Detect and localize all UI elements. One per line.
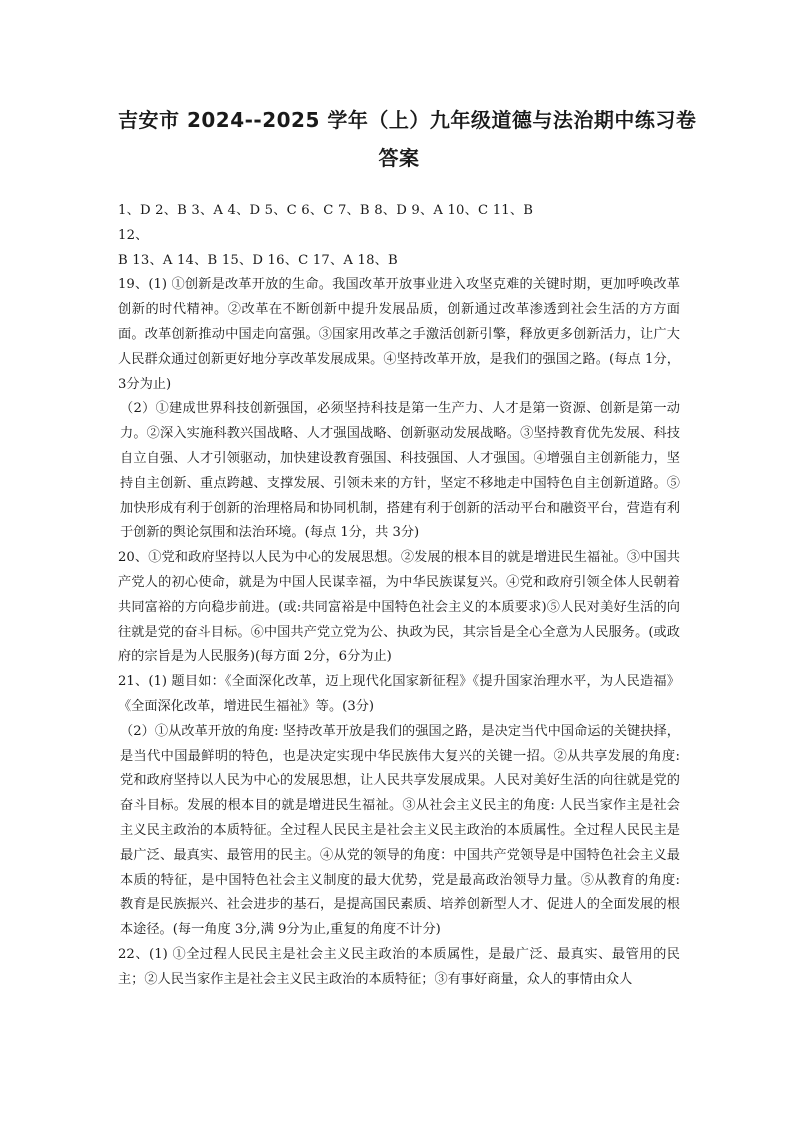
choice-answers-line-1: 1、D 2、B 3、A 4、D 5、C 6、C 7、B 8、D 9、A 10、C 11、B <box>118 203 534 218</box>
title-line-1: 吉安市 2024--2025 学年（上）九年级道德与法治期中练习卷 <box>118 108 697 132</box>
answer-sheet-page <box>118 0 697 993</box>
choice-answers-line-3: B 13、A 14、B 15、D 16、C 17、A 18、B <box>118 252 398 268</box>
q21-part1-answer: 21、(1) 题目如：《全面深化改革，迈上现代化国家新征程》《提升国家治理水平，为人民造福》 《全面深化改革，增进民生福祉》等。(3分) <box>118 674 680 714</box>
q20-answer: 20、①党和政府坚持以人民为中心的发展思想。②发展的根本目的就是增进民生福祉。③中国共产党人的初心使命，就是为中国人民谋幸福，为中华民族谋复兴。④党和政府引领全体人民朝着共同富裕的方向稳步前进。(或:共同富裕是中国特色社会主义的本质要求)⑤人民对美好生活的向往就是党的奋斗目标。⑥中国共产党立党为公、执政为民，其宗旨是全心全意为人民服务。(或政府的宗旨是为人民服务)(每方面 2分，6分为止) <box>118 550 680 665</box>
title-line-2: 答案 <box>378 146 420 170</box>
choice-answers-line-2: 12、 <box>118 227 149 243</box>
q19-part1-answer: 19、(1) ①创新是改革开放的生命。我国改革开放事业进入攻坚克难的关键时期，更加呼唤改革创新的时代精神。②改革在不断创新中提升发展品质，创新通过改革渗透到社会生活的方方面面。改革创新推动中国走向富强。③国家用改革之手激活创新引擎，释放更多创新活力，让广大人民群众通过创新更好地分享改革发展成果。④坚持改革开放，是我们的强国之路。(每点 1分，3分为止) <box>118 277 680 392</box>
q22-part1-answer: 22、(1) ①全过程人民民主是社会主义民主政治的本质属性，是最广泛、最真实、最管用的民主；②人民当家作主是社会主义民主政治的本质特征；③有事好商量，众人的事情由众人 <box>118 946 680 987</box>
page-title <box>118 101 697 177</box>
q19-part2-answer: （2）①建成世界科技创新强国，必须坚持科技是第一生产力、人才是第一资源、创新是第一动力。②深入实施科教兴国战略、人才强国战略、创新驱动发展战略。③坚持教育优先发展、科技自立自强、人才引领驱动，加快建设教育强国、科技强国、人才强国。④增强自主创新能力，坚持自主创新、重点跨越、支撑发展、引领未来的方针，坚定不移地走中国特色自主创新道路。⑤加快形成有利于创新的治理格局和协同机制，搭建有利于创新的活动平台和融资平台，营造有利于创新的舆论氛围和法治环境。(每点 1分，共 3分) <box>120 401 680 541</box>
answer-content <box>118 199 680 993</box>
q21-part2-answer: （2）①从改革开放的角度: 坚持改革开放是我们的强国之路，是决定当代中国命运的关键抉择，是当代中国最鲜明的特色，也是决定实现中华民族伟大复兴的关键一招。②从共享发展的角度: 党和政府坚持以人民为中心的发展思想，让人民共享发展成果。人民对美好生活的向往就是党的奋斗目标。发展的根本目的就是增进民生福祉。③从社会主义民主的角度: 人民当家作主是社会主义民主政治的本质特征。全过程人民民主是社会主义民主政治的本质属性。全过程人民民主是最广泛、最真实、最管用的民主。④从党的领导的角度：中国共产党领导是中国特色社会主义最本质的特征，是中国特色社会主义制度的最大优势，党是最高政治领导力量。⑤从教育的角度: 教育是民族振兴、社会进步的基石，是提高国民素质、培养创新型人才、促进人的全面发展的根本途径。(每一角度 3分,满 9分为止,重复的角度不计分) <box>120 723 680 938</box>
